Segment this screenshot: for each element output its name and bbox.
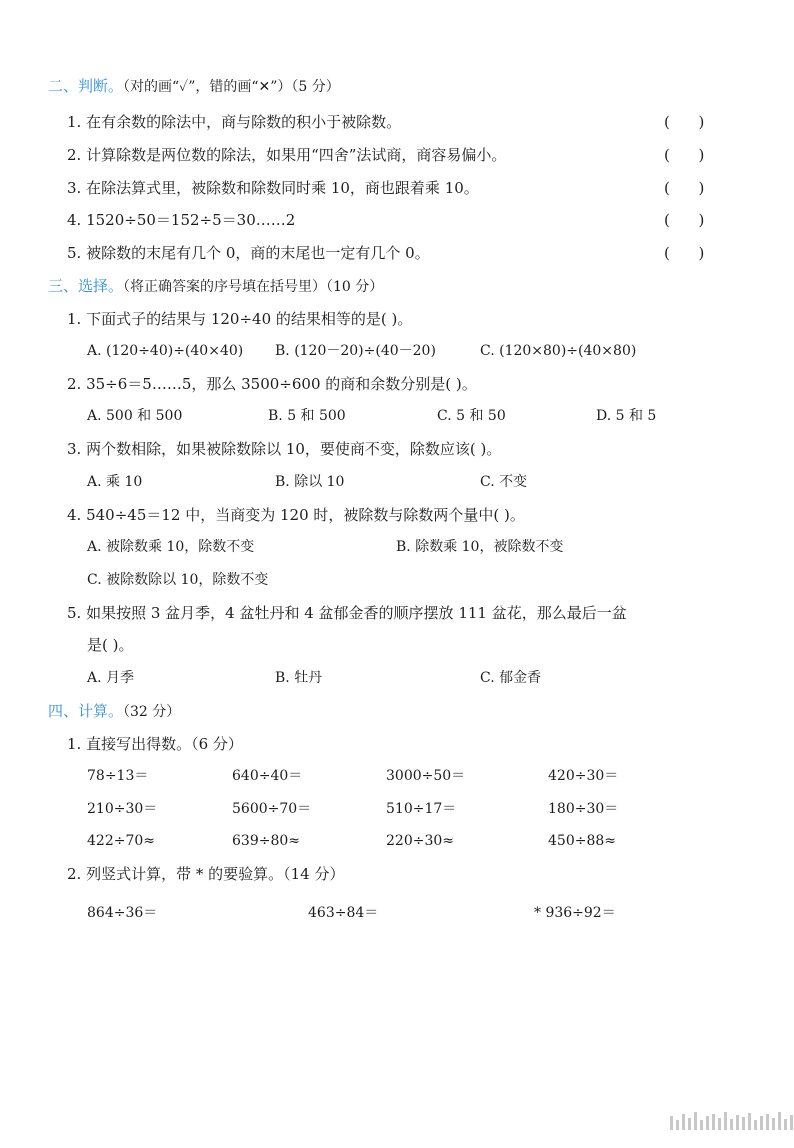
choice-q3-option-a: A. 乘 10: [87, 474, 143, 490]
choice-q1-option-a: A. (120÷40)÷(40×40): [87, 343, 244, 359]
judge-item-5: 5. 被除数的末尾有几个 0，商的末尾也一定有几个 0。: [67, 244, 430, 262]
judge-item-1: 1. 在有余数的除法中，商与除数的积小于被除数。: [67, 113, 402, 131]
choice-q5-stem: 5. 如果按照 3 盆月季，4 盆牡丹和 4 盆郁金香的顺序摆放 111 盆花，那么最后一盆: [67, 604, 627, 622]
section-4-heading: [48, 701, 180, 722]
section-4-note: （32 分）: [123, 704, 181, 720]
choice-q2-option-a: A. 500 和 500: [87, 408, 183, 424]
judge-item-4: 4. 1520÷50＝152÷5＝30……2: [67, 211, 296, 229]
choice-q5-stem-continued: 是( )。: [87, 636, 134, 654]
section-2-note: （对的画“✓”，错的画“✕”）（5 分）: [123, 79, 340, 95]
choice-q4-option-a: A. 被除数乘 10，除数不变: [87, 539, 255, 555]
judge-item-3: 3. 在除法算式里，被除数和除数同时乘 10，商也跟着乘 10。: [67, 179, 479, 197]
calc-item: 210÷30＝: [87, 801, 158, 817]
choice-q3-option-b: B. 除以 10: [275, 474, 345, 490]
watermark-bars: [670, 1112, 793, 1130]
calc-item: 639÷80≈: [232, 833, 300, 849]
section-3-note: （将正确答案的序号填在括号里）（10 分）: [123, 279, 384, 295]
choice-q4-option-c: C. 被除数除以 10，除数不变: [87, 572, 269, 588]
calc-item: 220÷30≈: [386, 833, 454, 849]
judge-item-2: 2. 计算除数是两位数的除法，如果用“四舍”法试商，商容易偏小。: [67, 146, 507, 164]
answer-paren-1[interactable]: ( ): [664, 113, 705, 131]
choice-q3-option-c: C. 不变: [480, 474, 528, 490]
calc-item: 640÷40＝: [232, 768, 303, 784]
section-3-title: 三、选择。: [48, 277, 124, 295]
vertical-calc-item: 864÷36＝: [87, 905, 158, 921]
calc-item: 422÷70≈: [87, 833, 155, 849]
calc-sub2-title: 2. 列竖式计算，带 * 的要验算。（14 分）: [67, 865, 345, 883]
section-3-heading: [48, 276, 383, 297]
choice-q3-stem: 3. 两个数相除，如果被除数除以 10，要使商不变，除数应该( )。: [67, 440, 502, 458]
vertical-calc-item: * 936÷92＝: [534, 905, 616, 921]
choice-q5-option-c: C. 郁金香: [480, 670, 542, 686]
answer-paren-3[interactable]: ( ): [664, 179, 705, 197]
choice-q2-stem: 2. 35÷6＝5……5，那么 3500÷600 的商和余数分别是( )。: [67, 375, 477, 393]
choice-q2-option-d: D. 5 和 5: [596, 408, 657, 424]
section-2-heading: [48, 76, 340, 97]
choice-q4-stem: 4. 540÷45＝12 中，当商变为 120 时，被除数与除数两个量中( )。: [67, 506, 525, 524]
calc-item: 78÷13＝: [87, 768, 149, 784]
answer-paren-5[interactable]: ( ): [664, 244, 705, 262]
calc-sub1-title: 1. 直接写出得数。（6 分）: [67, 735, 243, 753]
choice-q2-option-b: B. 5 和 500: [268, 408, 346, 424]
choice-q2-option-c: C. 5 和 50: [437, 408, 506, 424]
calc-item: 450÷88≈: [548, 833, 616, 849]
calc-item: 3000÷50＝: [386, 768, 466, 784]
choice-q4-option-b: B. 除数乘 10，被除数不变: [396, 539, 564, 555]
calc-item: 510÷17＝: [386, 801, 457, 817]
calc-item: 180÷30＝: [548, 801, 619, 817]
section-4-title: 四、计算。: [48, 702, 124, 720]
choice-q1-stem: 1. 下面式子的结果与 120÷40 的结果相等的是( )。: [67, 310, 413, 328]
answer-paren-2[interactable]: ( ): [664, 146, 705, 164]
vertical-calc-item: 463÷84＝: [308, 905, 379, 921]
choice-q1-option-b: B. (120－20)÷(40－20): [275, 343, 436, 359]
calc-item: 420÷30＝: [548, 768, 619, 784]
answer-paren-4[interactable]: ( ): [664, 211, 705, 229]
choice-q5-option-b: B. 牡丹: [275, 670, 323, 686]
calc-item: 5600÷70＝: [232, 801, 312, 817]
choice-q5-option-a: A. 月季: [87, 670, 135, 686]
section-2-title: 二、判断。: [48, 77, 124, 95]
choice-q1-option-c: C. (120×80)÷(40×80): [480, 343, 637, 359]
